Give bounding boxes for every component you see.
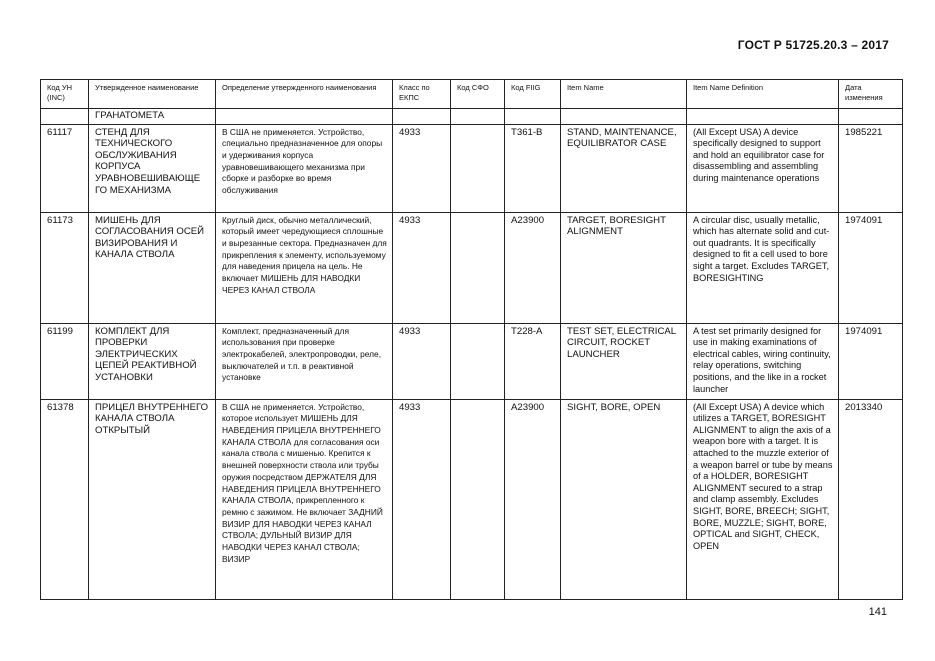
table-row xyxy=(41,323,903,399)
cell-ekps: 4933 xyxy=(393,124,451,212)
header-fiig-code: Код FIIG xyxy=(505,80,561,109)
cell-item-definition: A test set primarily designed for use in making examinations of electrical cables, wiring continuity, relay operations, switching positions, and the like in a rocket launcher xyxy=(687,323,839,399)
table-row xyxy=(41,212,903,323)
cell-item-definition: (All Except USA) A device which utilizes a TARGET, BORESIGHT ALIGNMENT to align the axis of a weapon bore with a target. It is attached to the muzzle exterior of a weapon barrel or tube by means of a HOLDER, BORESIGHT ALIGNMENT secured to a strap and clamp assembly. Excludes SIGHT, BORE, BREECH; SIGHT, BORE, MUZZLE; SIGHT, BORE, OPTICAL and SIGHT, CHECK, OPEN xyxy=(687,399,839,599)
cell-fiig: A23900 xyxy=(505,212,561,323)
cell-item-definition: A circular disc, usually metallic, which has alternate solid and cut-out quadrants. It is specifically designed to fit a cell used to bore sight a target. Excludes TARGET, BORESIGHTING xyxy=(687,212,839,323)
header-sfo-code: Код СФО xyxy=(451,80,505,109)
cell-inc: 61117 xyxy=(41,124,89,212)
cell-ekps: 4933 xyxy=(393,212,451,323)
cell-item-definition: (All Except USA) A device specifically designed to support and hold an equilibrator case for disassembling and assembling during maintenance operations xyxy=(687,124,839,212)
cell-sfo xyxy=(451,212,505,323)
header-inc: Код УН (INC) xyxy=(41,80,89,109)
page-number: 141 xyxy=(868,606,887,618)
document-code: ГОСТ Р 51725.20.3 – 2017 xyxy=(737,38,889,52)
header-item-name-definition: Item Name Definition xyxy=(687,80,839,109)
cell-date: 1985221 xyxy=(839,124,903,212)
catalog-table xyxy=(40,79,903,600)
cell-item-name: STAND, MAINTENANCE, EQUILIBRATOR CASE xyxy=(561,124,687,212)
cell-date: 2013340 xyxy=(839,399,903,599)
header-change-date: Дата изменения xyxy=(839,80,903,109)
cell-definition: В США не применяется. Устройство, которое использует МИШЕНЬ ДЛЯ НАВЕДЕНИЯ ПРИЦЕЛА ВНУТРЕННЕГО КАНАЛА СТВОЛА для согласования оси канала ствола с мишенью. Крепится к внешней поверхности ствола или трубы оружия посредством ДЕРЖАТЕЛЯ ДЛЯ НАВЕДЕНИЯ ПРИЦЕЛА ВНУТРЕННЕГО КАНАЛА СТВОЛА, прикрепленного к ремню с зажимом. Не включает ЗАДНИЙ ВИЗИР ДЛЯ НАВОДКИ ЧЕРЕЗ КАНАЛ СТВОЛА; ДУЛЬНЫЙ ВИЗИР ДЛЯ НАВОДКИ ЧЕРЕЗ КАНАЛ СТВОЛА; ВИЗИР xyxy=(216,399,393,599)
cell-definition: В США не применяется. Устройство, специально предназначенное для опоры и удерживания корпуса уравновешивающего механизма при сборке и разборке во время обслуживания xyxy=(216,124,393,212)
cell-sfo xyxy=(451,399,505,599)
table-row xyxy=(41,399,903,599)
cell-inc: 61199 xyxy=(41,323,89,399)
cell-item-name: TEST SET, ELECTRICAL CIRCUIT, ROCKET LAUNCHER xyxy=(561,323,687,399)
cell-approved-name: КОМПЛЕКТ ДЛЯ ПРОВЕРКИ ЭЛЕКТРИЧЕСКИХ ЦЕПЕЙ РЕАКТИВНОЙ УСТАНОВКИ xyxy=(89,323,216,399)
cell-ekps: 4933 xyxy=(393,323,451,399)
cell-item-name: TARGET, BORESIGHT ALIGNMENT xyxy=(561,212,687,323)
cell-fiig: T361-B xyxy=(505,124,561,212)
continuation-name: ГРАНАТОМЕТА xyxy=(89,109,216,125)
header-row xyxy=(41,80,903,109)
cell-date: 1974091 xyxy=(839,212,903,323)
header-approved-name: Утвержденное наименование xyxy=(89,80,216,109)
cell-date: 1974091 xyxy=(839,323,903,399)
header-item-name: Item Name xyxy=(561,80,687,109)
table-row xyxy=(41,124,903,212)
cell-inc: 61173 xyxy=(41,212,89,323)
cell-sfo xyxy=(451,124,505,212)
header-definition: Определение утвержденного наименования xyxy=(216,80,393,109)
cell-item-name: SIGHT, BORE, OPEN xyxy=(561,399,687,599)
cell-approved-name: СТЕНД ДЛЯ ТЕХНИЧЕСКОГО ОБСЛУЖИВАНИЯ КОРПУСА УРАВНОВЕШИВАЮЩЕ ГО МЕХАНИЗМА xyxy=(89,124,216,212)
cell-fiig: T228-A xyxy=(505,323,561,399)
cell-ekps: 4933 xyxy=(393,399,451,599)
cell-inc: 61378 xyxy=(41,399,89,599)
cell-approved-name: МИШЕНЬ ДЛЯ СОГЛАСОВАНИЯ ОСЕЙ ВИЗИРОВАНИЯ И КАНАЛА СТВОЛА xyxy=(89,212,216,323)
header-ekps-class: Класс по ЕКПС xyxy=(393,80,451,109)
cell-definition: Комплект, предназначенный для использования при проверке электрокабелей, электропроводки, реле, выключателей и т.п. в реактивной установке xyxy=(216,323,393,399)
cell-fiig: A23900 xyxy=(505,399,561,599)
cell-sfo xyxy=(451,323,505,399)
cell-definition: Круглый диск, обычно металлический, который имеет чередующиеся сплошные и вырезанные сектора. Предназначен для прикрепления к элементу, используемому для наведения прицела на цель. Не включает МИШЕНЬ ДЛЯ НАВОДКИ ЧЕРЕЗ КАНАЛ СТВОЛА xyxy=(216,212,393,323)
continuation-row xyxy=(41,109,903,125)
cell-approved-name: ПРИЦЕЛ ВНУТРЕННЕГО КАНАЛА СТВОЛА ОТКРЫТЫЙ xyxy=(89,399,216,599)
